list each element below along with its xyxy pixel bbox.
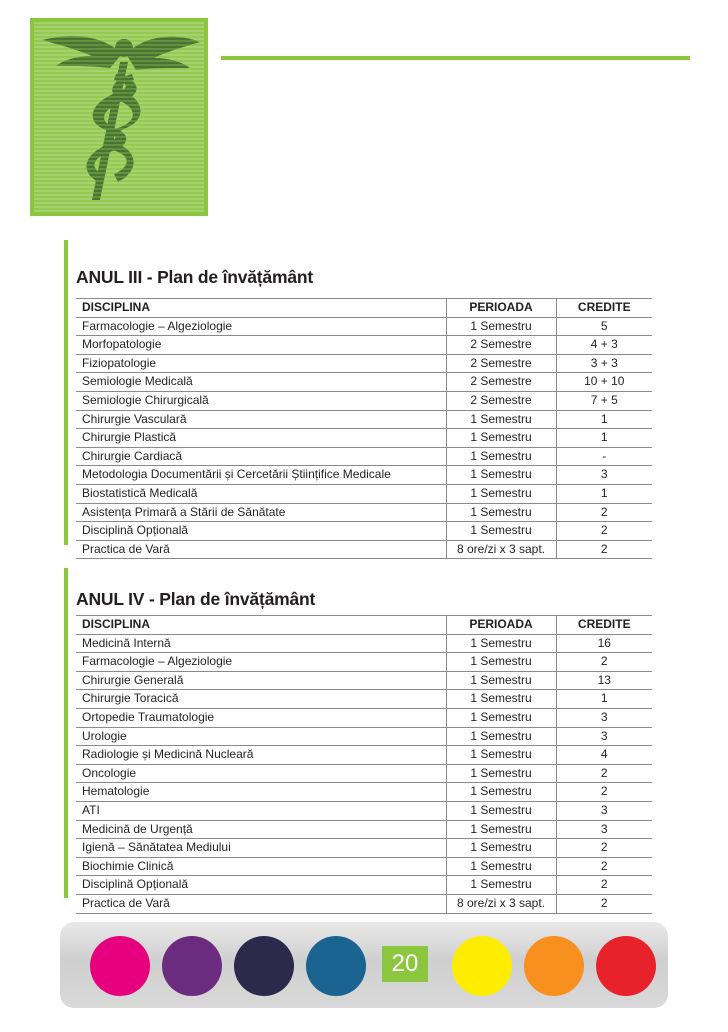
table-row [76, 391, 652, 410]
header-period: PERIOADA [446, 299, 556, 318]
cell-credits: 13 [556, 671, 652, 690]
cell-credits: 1 [556, 429, 652, 448]
cell-period: 1 Semestru [446, 708, 556, 727]
cell-credits: 4 + 3 [556, 336, 652, 355]
cell-discipline: Farmacologie – Algeziologie [76, 653, 446, 672]
cell-credits: 1 [556, 484, 652, 503]
cell-credits: 2 [556, 540, 652, 559]
section-accent-bar [64, 568, 68, 898]
table-row [76, 801, 652, 820]
table-row [76, 783, 652, 802]
cell-credits: 2 [556, 876, 652, 895]
cell-discipline: Oncologie [76, 764, 446, 783]
table-row [76, 857, 652, 876]
header-discipline: DISCIPLINA [76, 299, 446, 318]
cell-discipline: Practica de Vară [76, 540, 446, 559]
orange-dot [524, 936, 584, 996]
cell-period: 1 Semestru [446, 447, 556, 466]
table-row [76, 764, 652, 783]
cell-discipline: Medicină Internă [76, 634, 446, 653]
header-credits: CREDITE [556, 299, 652, 318]
cell-period: 2 Semestre [446, 354, 556, 373]
cell-credits: 16 [556, 634, 652, 653]
cell-period: 1 Semestru [446, 783, 556, 802]
cell-discipline: Semiologie Medicală [76, 373, 446, 392]
cell-discipline: Medicină de Urgență [76, 820, 446, 839]
table-row [76, 671, 652, 690]
cell-credits: 3 [556, 466, 652, 485]
table-row [76, 373, 652, 392]
cell-credits: 2 [556, 894, 652, 913]
cell-credits: 2 [556, 503, 652, 522]
cell-discipline: Biochimie Clinică [76, 857, 446, 876]
cell-credits: 3 [556, 708, 652, 727]
year3-title: ANUL III - Plan de învățământ [76, 267, 313, 287]
cell-discipline: Farmacologie – Algeziologie [76, 317, 446, 336]
cell-period: 1 Semestru [446, 801, 556, 820]
table-row [76, 894, 652, 913]
table-row [76, 466, 652, 485]
cell-credits: 5 [556, 317, 652, 336]
cell-period: 1 Semestru [446, 820, 556, 839]
cell-period: 1 Semestru [446, 522, 556, 541]
red-dot [596, 936, 656, 996]
table-row [76, 540, 652, 559]
table-row [76, 727, 652, 746]
cell-credits: 2 [556, 653, 652, 672]
table-row [76, 484, 652, 503]
cell-period: 1 Semestru [446, 653, 556, 672]
cell-period: 1 Semestru [446, 876, 556, 895]
cell-credits: 1 [556, 410, 652, 429]
cell-credits: 3 [556, 727, 652, 746]
cell-discipline: Morfopatologie [76, 336, 446, 355]
caduceus-icon [34, 22, 204, 212]
cell-period: 8 ore/zi x 3 sapt. [446, 540, 556, 559]
cell-period: 1 Semestru [446, 746, 556, 765]
cell-credits: - [556, 447, 652, 466]
table-row [76, 522, 652, 541]
cell-discipline: Chirurgie Vasculară [76, 410, 446, 429]
cell-discipline: Ortopedie Traumatologie [76, 708, 446, 727]
table-row [76, 447, 652, 466]
table-row [76, 820, 652, 839]
cell-discipline: Asistența Primară a Stării de Sănătate [76, 503, 446, 522]
cell-period: 1 Semestru [446, 671, 556, 690]
cell-credits: 10 + 10 [556, 373, 652, 392]
cell-credits: 3 + 3 [556, 354, 652, 373]
cell-credits: 2 [556, 783, 652, 802]
cell-discipline: ATI [76, 801, 446, 820]
cell-discipline: Hematologie [76, 783, 446, 802]
top-divider [221, 56, 690, 60]
cell-discipline: Chirurgie Plastică [76, 429, 446, 448]
cell-period: 1 Semestru [446, 727, 556, 746]
cell-period: 2 Semestre [446, 373, 556, 392]
cell-discipline: Fiziopatologie [76, 354, 446, 373]
table-row [76, 746, 652, 765]
purple-dot [162, 936, 222, 996]
hero-image [30, 18, 208, 216]
cell-discipline: Igienă – Sănătatea Mediului [76, 839, 446, 858]
cell-credits: 7 + 5 [556, 391, 652, 410]
cell-discipline: Radiologie și Medicină Nucleară [76, 746, 446, 765]
cell-credits: 2 [556, 857, 652, 876]
section-accent-bar [64, 240, 68, 545]
footer-band [60, 922, 668, 1008]
cell-discipline: Metodologia Documentării și Cercetării Științifice Medicale [76, 466, 446, 485]
cell-period: 1 Semestru [446, 857, 556, 876]
table-row [76, 354, 652, 373]
year3-table [76, 298, 652, 559]
cell-period: 1 Semestru [446, 764, 556, 783]
year4-title: ANUL IV - Plan de învățământ [76, 589, 316, 609]
cell-credits: 3 [556, 801, 652, 820]
table-row [76, 410, 652, 429]
table-row [76, 503, 652, 522]
cell-period: 1 Semestru [446, 429, 556, 448]
cell-period: 2 Semestre [446, 336, 556, 355]
cell-period: 1 Semestru [446, 690, 556, 709]
cell-discipline: Disciplină Opțională [76, 522, 446, 541]
header-credits: CREDITE [556, 616, 652, 635]
page-number: 20 [382, 946, 428, 982]
cell-period: 8 ore/zi x 3 sapt. [446, 894, 556, 913]
table-row [76, 634, 652, 653]
table-header-row [76, 299, 652, 318]
cell-discipline: Biostatistică Medicală [76, 484, 446, 503]
table-header-row [76, 616, 652, 635]
cell-period: 1 Semestru [446, 484, 556, 503]
cell-credits: 3 [556, 820, 652, 839]
table-row [76, 429, 652, 448]
cell-period: 1 Semestru [446, 410, 556, 429]
cell-period: 1 Semestru [446, 317, 556, 336]
cell-discipline: Chirurgie Toracică [76, 690, 446, 709]
cell-discipline: Urologie [76, 727, 446, 746]
header-discipline: DISCIPLINA [76, 616, 446, 635]
table-row [76, 690, 652, 709]
cell-period: 2 Semestre [446, 391, 556, 410]
cell-credits: 2 [556, 764, 652, 783]
cell-credits: 1 [556, 690, 652, 709]
cell-period: 1 Semestru [446, 839, 556, 858]
cell-discipline: Practica de Vară [76, 894, 446, 913]
yellow-dot [452, 936, 512, 996]
table-row [76, 839, 652, 858]
cell-period: 1 Semestru [446, 503, 556, 522]
cell-discipline: Chirurgie Cardiacă [76, 447, 446, 466]
table-row [76, 653, 652, 672]
magenta-dot [90, 936, 150, 996]
cell-period: 1 Semestru [446, 466, 556, 485]
table-row [76, 876, 652, 895]
table-row [76, 336, 652, 355]
cell-discipline: Disciplină Opțională [76, 876, 446, 895]
cell-period: 1 Semestru [446, 634, 556, 653]
table-row [76, 708, 652, 727]
blue-dot [306, 936, 366, 996]
year4-table [76, 615, 652, 914]
cell-discipline: Semiologie Chirurgicală [76, 391, 446, 410]
cell-credits: 2 [556, 522, 652, 541]
cell-credits: 4 [556, 746, 652, 765]
header-period: PERIOADA [446, 616, 556, 635]
table-row [76, 317, 652, 336]
cell-discipline: Chirurgie Generală [76, 671, 446, 690]
navy-dot [234, 936, 294, 996]
cell-credits: 2 [556, 839, 652, 858]
